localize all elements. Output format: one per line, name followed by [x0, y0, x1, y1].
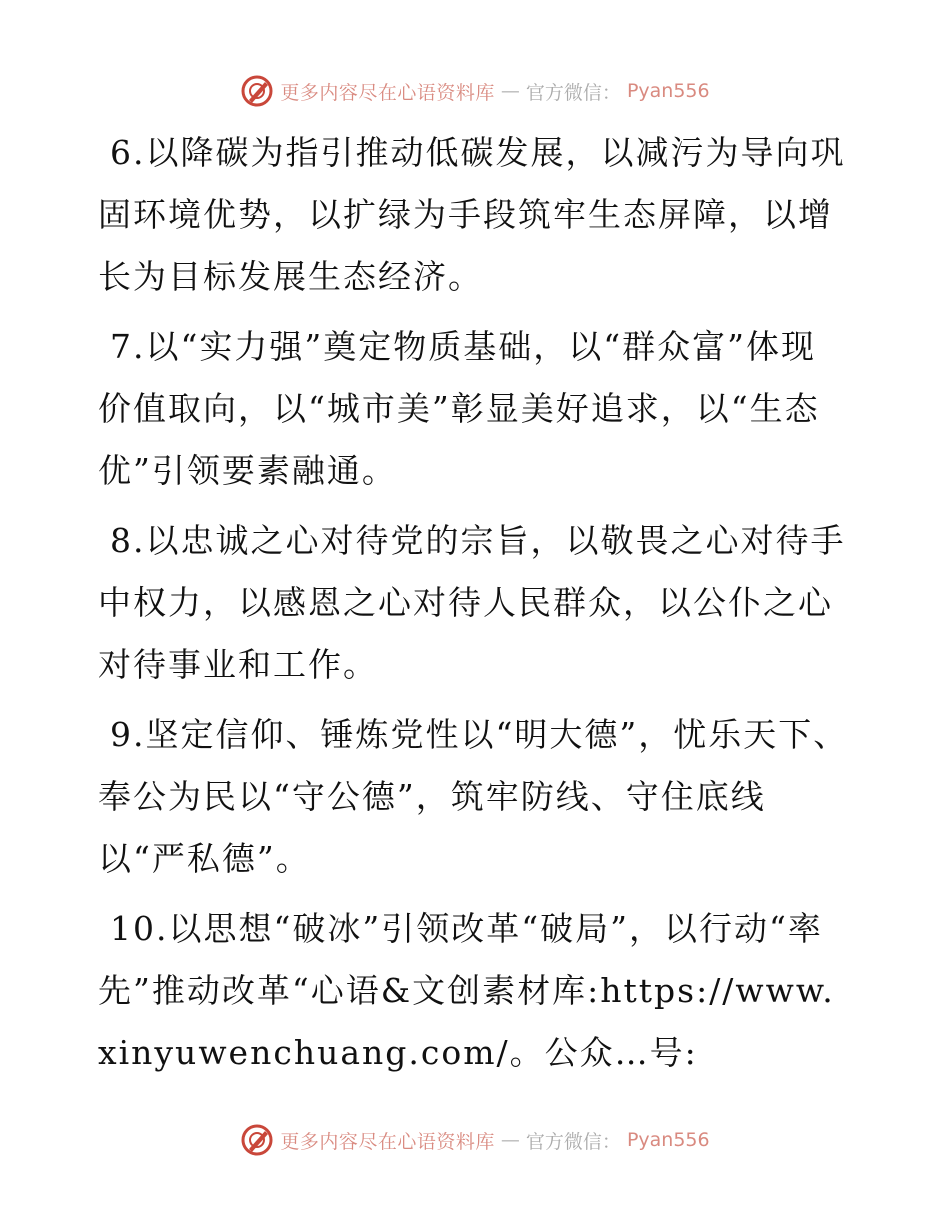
paragraph-text: 坚定信仰、锤炼党性以“明大德”，忧乐天下、奉公为民以“守公德”，筑牢防线、守住底线以“严私德”。	[98, 715, 849, 878]
paragraph-text: 以降碳为指引推动低碳发展，以减污为导向巩固环境优势，以扩绿为手段筑牢生态屏障，以增长为目标发展生态经济。	[98, 133, 846, 296]
footer-watermark-banner	[0, 1120, 950, 1160]
paragraph-6	[98, 122, 850, 308]
paragraph-number: 10.	[110, 909, 169, 948]
paragraph-text: 以“实力强”奠定物质基础，以“群众富”体现价值取向，以“城市美”彰显美好追求，以“生态优”引领要素融通。	[98, 327, 820, 490]
paragraph-10	[98, 898, 850, 1084]
banner-wechat-id: Pyan556	[626, 1129, 710, 1151]
banner-wechat-label: 官方微信：	[525, 81, 621, 104]
banner-site-text: 更多内容尽在心语资料库	[280, 1130, 495, 1153]
banner-separator: —	[500, 80, 520, 102]
header-watermark-banner	[0, 71, 950, 111]
document-body	[98, 122, 850, 1092]
paragraph-number: 6.	[110, 133, 146, 172]
paragraph-text: 以忠诚之心对待党的宗旨，以敬畏之心对待手中权力，以感恩之心对待人民群众，以公仆之心对待事业和工作。	[98, 521, 846, 684]
banner-wechat-id: Pyan556	[626, 80, 710, 102]
paragraph-8	[98, 510, 850, 696]
brand-logo-icon	[240, 74, 274, 108]
brand-logo-icon	[240, 1123, 274, 1157]
paragraph-text: 以思想“破冰”引领改革“破局”，以行动“率先”推动改革“心语&文创素材库:https://www.xinyuwenchuang.com/。公众…号:	[98, 909, 835, 1072]
banner-site-text: 更多内容尽在心语资料库	[280, 81, 495, 104]
banner-separator: —	[500, 1129, 520, 1151]
banner-wechat-label: 官方微信：	[525, 1130, 621, 1153]
paragraph-7	[98, 316, 850, 502]
paragraph-number: 7.	[110, 327, 146, 366]
paragraph-number: 8.	[110, 521, 146, 560]
paragraph-9	[98, 704, 850, 890]
paragraph-number: 9.	[110, 715, 146, 754]
